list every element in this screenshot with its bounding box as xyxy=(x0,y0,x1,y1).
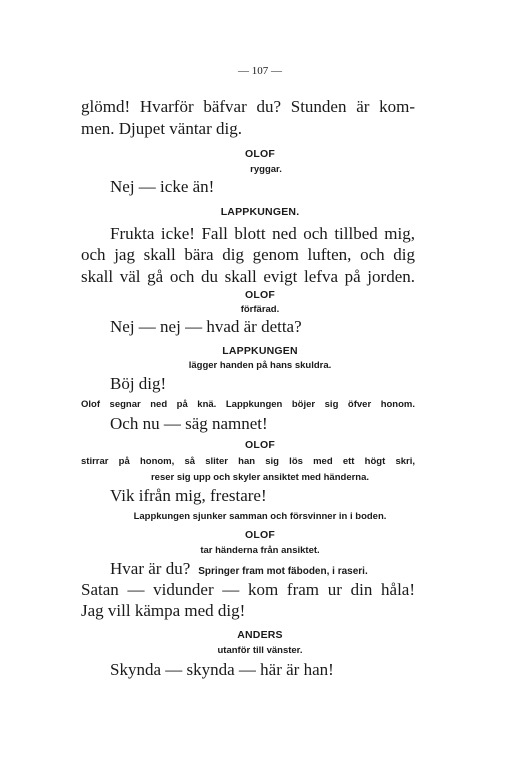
dialogue-text: Hvar är du? xyxy=(110,559,191,578)
dialogue-line xyxy=(110,560,368,578)
dialogue-line: Frukta icke! Fall blott ned och tillbed mig, xyxy=(110,224,415,243)
dialogue-line: och jag skall bära dig genom luften, och dig xyxy=(81,245,415,264)
dialogue-line: Jag vill kämpa med dig! xyxy=(81,601,246,620)
stage-direction: tar händerna från ansiktet. xyxy=(200,545,320,556)
dialogue-line: Nej — nej — hvad är detta? xyxy=(110,317,302,336)
speaker-name: OLOF xyxy=(245,529,275,541)
stage-direction: Springer fram mot fäboden, i raseri. xyxy=(198,566,368,577)
speaker-name: OLOF xyxy=(245,148,275,160)
speaker-name: ANDERS xyxy=(237,629,283,641)
dialogue-line: Satan — vidunder — kom fram ur din håla! xyxy=(81,580,415,599)
stage-direction: förfärad. xyxy=(240,304,280,315)
page-number: — 107 — xyxy=(238,65,282,77)
speaker-name: OLOF xyxy=(245,439,275,451)
stage-direction: stirrar på honom, så sliter han sig lös med ett högt skri, xyxy=(81,456,415,467)
stage-direction: lägger handen på hans skuldra. xyxy=(188,360,332,371)
dialogue-line: men. Djupet väntar dig. xyxy=(81,119,242,138)
speaker-name: LAPPKUNGEN xyxy=(222,345,298,357)
dialogue-line: Vik ifrån mig, frestare! xyxy=(110,486,267,505)
speaker-name: OLOF xyxy=(245,289,275,301)
speaker-name: LAPPKUNGEN. xyxy=(220,206,300,218)
stage-direction: ryggar. xyxy=(250,164,282,175)
stage-direction: Lappkungen sjunker samman och försvinner in i boden. xyxy=(133,511,387,522)
dialogue-line: Nej — icke än! xyxy=(110,177,215,196)
dialogue-line: skall väl gå och du skall evigt lefva på jorden. xyxy=(81,267,415,286)
dialogue-line: Böj dig! xyxy=(110,374,167,393)
stage-direction: Olof segnar ned på knä. Lappkungen böjer sig öfver honom. xyxy=(81,399,415,410)
dialogue-line: Och nu — säg namnet! xyxy=(110,414,268,433)
dialogue-line: glömd! Hvarför bäfvar du? Stunden är kom- xyxy=(81,97,415,116)
stage-direction: utanför till vänster. xyxy=(217,645,303,656)
stage-direction: reser sig upp och skyler ansiktet med händerna. xyxy=(150,472,370,483)
dialogue-line: Skynda — skynda — här är han! xyxy=(110,660,334,679)
